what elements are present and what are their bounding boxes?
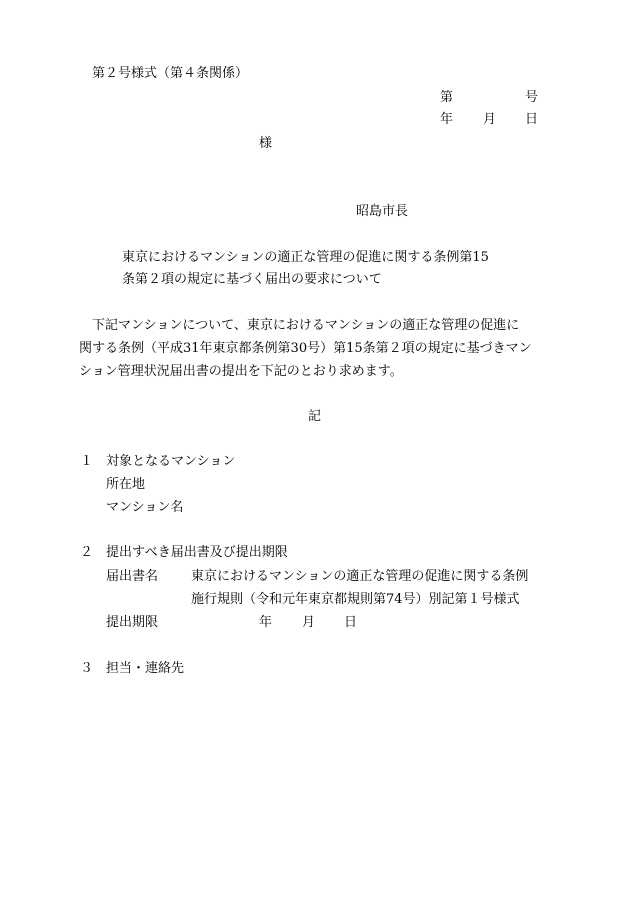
section2-doc-name-line-1: 東京におけるマンションの適正な管理の促進に関する条例 xyxy=(191,569,529,584)
section1-item-name: マンション名 xyxy=(106,500,184,515)
form-label: 第２号様式（第４条関係） xyxy=(92,66,249,81)
doc-number-suffix: 号 xyxy=(525,90,539,105)
section2-deadline-day: 日 xyxy=(344,615,358,630)
section2-deadline-year: 年 xyxy=(259,615,273,630)
title-line-1: 東京におけるマンションの適正な管理の促進に関する条例第15 xyxy=(122,250,489,265)
section2-deadline-month: 月 xyxy=(302,615,316,630)
ki-heading: 記 xyxy=(308,409,322,424)
body-line-2: 関する条例（平成31年東京都条例第30号）第15条第２項の規定に基づきマン xyxy=(79,341,532,356)
body-line-1: 下記マンションについて、東京におけるマンションの適正な管理の促進に xyxy=(92,318,520,333)
section3-heading: 担当・連絡先 xyxy=(106,661,185,676)
section2-heading: 提出すべき届出書及び提出期限 xyxy=(106,545,288,560)
addressee-suffix: 様 xyxy=(259,136,273,151)
section1-item-address: 所在地 xyxy=(106,477,146,492)
section2-number: ２ xyxy=(80,545,94,560)
section2-doc-name-line-2: 施行規則（令和元年東京都規則第74号）別記第１号様式 xyxy=(191,592,520,607)
date-month: 月 xyxy=(483,112,497,127)
date-day: 日 xyxy=(525,112,539,127)
body-line-3: ション管理状況届出書の提出を下記のとおり求めます。 xyxy=(79,364,403,379)
section1-number: １ xyxy=(80,454,94,469)
section2-deadline-label: 提出期限 xyxy=(106,615,159,630)
section1-heading: 対象となるマンション xyxy=(106,454,236,469)
title-line-2: 条第２項の規定に基づく届出の要求について xyxy=(122,272,382,287)
doc-number-prefix: 第 xyxy=(440,90,454,105)
date-year: 年 xyxy=(440,112,454,127)
section2-doc-name-label: 届出書名 xyxy=(106,569,159,584)
section3-number: ３ xyxy=(80,661,94,676)
sender: 昭島市長 xyxy=(356,204,409,219)
